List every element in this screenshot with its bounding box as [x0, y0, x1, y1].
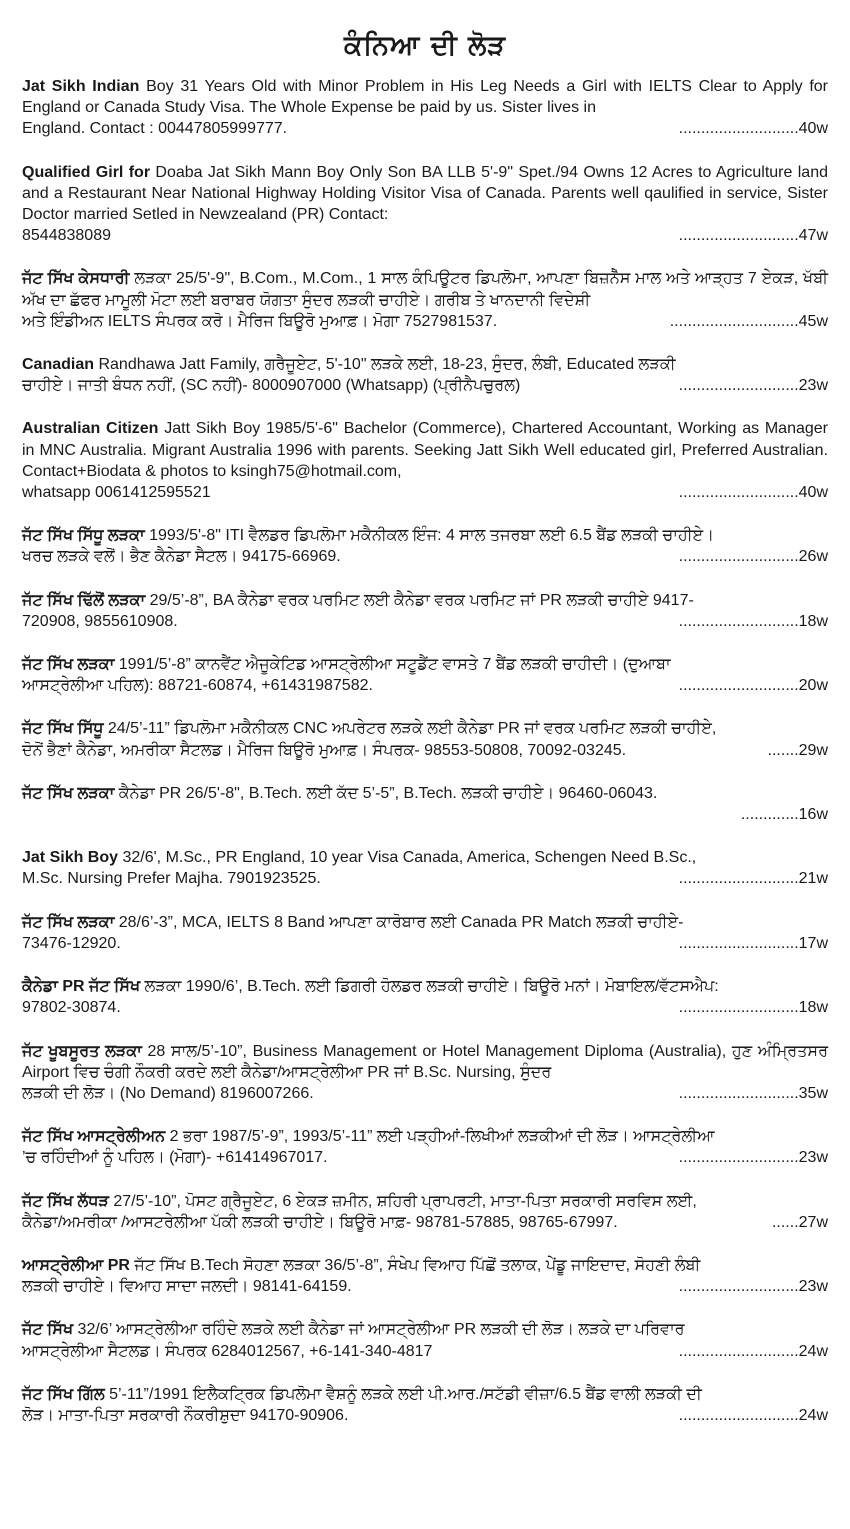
ad-separator [22, 696, 828, 718]
ad-body [22, 1126, 828, 1147]
ad-text: 32/6’ ਆਸਟ੍ਰੇਲੀਆ ਰਹਿੰਦੇ ਲੜਕੇ ਲਈ ਕੈਨੇਡਾ ਜਾਂ ਆਸਟ੍ਰੇਲੀਆ PR ਲੜਕੀ ਦੀ ਲੋੜ। ਲੜਕੇ ਦਾ ਪਰਿਵਾਰ [73, 1321, 685, 1339]
ad-lead: Jat Sikh Boy [22, 849, 119, 867]
ad-body [22, 525, 828, 546]
ad-separator [22, 1104, 828, 1126]
ad-word-count: ...........................40w [678, 484, 828, 502]
ad-lead: ਆਸਟ੍ਰੇਲੀਆ PR [22, 1256, 130, 1274]
ad-lead: ਕੈਨੇਡਾ PR ਜੱਟ ਸਿੱਖ [22, 978, 141, 996]
ad-lead: ਜੱਟ ਸਿੱਖ ਆਸਟ੍ਰੇਲੀਅਨ [22, 1128, 166, 1146]
classified-ad [22, 1126, 828, 1168]
ad-contact: England. Contact : 00447805999777. [22, 120, 288, 138]
ad-text: 32/6', M.Sc., PR England, 10 year Visa Canada, America, Schengen Need B.Sc., [118, 849, 697, 867]
ad-text: Doaba Jat Sikh Mann Boy Only Son BA LLB 5'-9" Spet./94 Owns 12 Acres to Agriculture land and a Restaurant Near National Highway Holding Visitor Visa of Canada. Parents well qaulified in service, Sister Doctor married Setled in Newzealand (PR) Contact: [22, 163, 829, 224]
ad-body [22, 162, 828, 226]
ad-contact: ਲੋੜ। ਮਾਤਾ-ਪਿਤਾ ਸਰਕਾਰੀ ਨੌਕਰੀਸ਼ੁਦਾ 94170-90906. [22, 1406, 349, 1424]
ad-contact: ਦੋਨੋਂ ਭੈਣਾਂ ਕੈਨੇਡਾ, ਅਮਰੀਕਾ ਸੈਟਲਡ। ਮੈਰਿਜ ਬਿਊਰੋ ਮੁਆਫ਼। ਸੰਪਰਕ- 98553-50808, 70092-03245. [22, 741, 627, 759]
ad-separator [22, 1362, 828, 1384]
ad-text: ਕੈਨੇਡਾ PR 26/5'-8", B.Tech. ਲਈ ਕੱਦ 5’-5”, B.Tech. ਲੜਕੀ ਚਾਹੀਏ। 96460-06043. [114, 784, 658, 802]
ad-body [22, 418, 828, 482]
ad-separator [22, 332, 828, 354]
ad-body [22, 654, 828, 675]
ad-text: 24/5’-11” ਡਿਪਲੋਮਾ ਮਕੈਨੀਕਲ CNC ਅਪਰੇਟਰ ਲੜਕੇ ਲਈ ਕੈਨੇਡਾ PR ਜਾਂ ਵਰਕ ਪਰਮਿਟ ਲੜਕੀ ਚਾਹੀਏ, [103, 720, 717, 738]
ad-body [22, 76, 828, 118]
ad-body [22, 1191, 828, 1212]
ad-last-line [22, 933, 828, 954]
classified-ad [22, 1255, 828, 1297]
ad-lead: Jat Sikh Indian [22, 78, 140, 95]
ad-body [22, 1319, 828, 1340]
ad-text: 29/5’-8”, BA ਕੈਨੇਡਾ ਵਰਕ ਪਰਮਿਟ ਲਈ ਕੈਨੇਡਾ ਵਰਕ ਪਰਮਿਟ ਜਾਂ PR ਲੜਕੀ ਚਾਹੀਏ 9417- [145, 591, 694, 609]
ad-separator [22, 890, 828, 912]
ad-body [22, 590, 828, 611]
ad-separator [22, 825, 828, 847]
classified-ad [22, 418, 828, 503]
ad-contact: ਲੜਕੀ ਦੀ ਲੋੜ। (No Demand) 8196007266. [22, 1084, 314, 1102]
ad-contact: M.Sc. Nursing Prefer Majha. 7901923525. [22, 870, 321, 888]
ad-separator [22, 568, 828, 590]
ad-last-line [22, 740, 828, 761]
ad-text: 2 ਭਰਾ 1987/5’-9”, 1993/5’-11” ਲਈ ਪੜ੍ਹੀਆਂ-ਲਿਖੀਆਂ ਲੜਕੀਆਂ ਦੀ ਲੋੜ। ਆਸਟ੍ਰੇਲੀਆ [165, 1128, 715, 1146]
classified-ad [22, 912, 828, 954]
ad-contact: ਲੜਕੀ ਚਾਹੀਏ। ਵਿਆਹ ਸਾਦਾ ਜਲਦੀ। 98141-64159. [22, 1278, 352, 1296]
ad-text: 27/5’-10”, ਪੋਸਟ ਗ੍ਰੈਜੂਏਟ, 6 ਏਕੜ ਜ਼ਮੀਨ, ਸ਼ਹਿਰੀ ਪ੍ਰਾਪਰਟੀ, ਮਾਤਾ-ਪਿਤਾ ਸਰਕਾਰੀ ਸਰਵਿਸ ਲਈ, [108, 1192, 697, 1210]
ad-lead: ਜੱਟ ਸਿੱਖ ਲੜਕਾ [22, 913, 115, 931]
classified-ad [22, 525, 828, 567]
ad-separator [22, 1169, 828, 1191]
ad-last-line [22, 1212, 828, 1233]
ad-body [22, 718, 828, 739]
ad-body [22, 1041, 828, 1083]
ad-word-count: ...........................24w [678, 1342, 828, 1360]
ad-last-line [22, 1341, 828, 1362]
ad-word-count: ...........................26w [678, 548, 828, 566]
ad-last-line [22, 1147, 828, 1168]
ad-body [22, 847, 828, 868]
ad-last-line [22, 804, 828, 825]
ad-word-count: ......27w [771, 1213, 828, 1231]
ad-lead: Qualified Girl for [22, 163, 151, 181]
ad-lead: ਜੱਟ ਸਿੱਖ ਸਿੱਧੂ [22, 720, 104, 738]
ad-last-line [22, 546, 828, 567]
classified-ad [22, 718, 828, 760]
ad-last-line [22, 1276, 828, 1297]
ad-text: Randhawa Jatt Family, ਗਰੈਜੂਏਟ, 5'-10" ਲੜਕੇ ਲਈ, 18-23, ਸੁੰਦਰ, ਲੰਬੀ, Educated ਲੜਕੀ [94, 356, 676, 374]
classified-ad [22, 354, 828, 396]
classified-ad [22, 1319, 828, 1361]
ad-lead: ਜੱਟ ਸਿੱਖ ਗਿੱਲ [22, 1385, 105, 1403]
ad-body [22, 1255, 828, 1276]
ad-lead: Canadian [22, 356, 95, 374]
ad-contact: 97802-30874. [22, 999, 121, 1017]
ad-body [22, 912, 828, 933]
ad-last-line [22, 997, 828, 1018]
ad-contact: ਆਸਟ੍ਰੇਲੀਆ ਪਹਿਲ): 88721-60874, +61431987582. [22, 677, 373, 695]
ad-word-count: ...........................24w [678, 1406, 828, 1424]
ad-last-line [22, 675, 828, 696]
ad-body [22, 976, 828, 997]
ad-word-count: ...........................21w [678, 870, 828, 888]
ad-lead: ਜੱਟ ਸਿੱਖ [22, 1321, 74, 1339]
ad-lead: ਜੱਟ ਸਿੱਖ ਲੱਧੜ [22, 1192, 109, 1210]
ad-separator [22, 503, 828, 525]
ad-lead: ਜੱਟ ਸਿੱਖ ਲੜਕਾ [22, 656, 115, 674]
ad-contact: ’ਚ ਰਹਿੰਦੀਆਂ ਨੂੰ ਪਹਿਲ। (ਮੋਗਾ)- +61414967017. [22, 1149, 328, 1167]
ad-contact: 720908, 9855610908. [22, 612, 178, 630]
ad-last-line [22, 225, 828, 246]
ad-contact: ਖਰਚ ਲੜਕੇ ਵਲੋਂ। ਭੈਣ ਕੈਨੇਡਾ ਸੈਟਲ। 94175-66969. [22, 548, 341, 566]
ad-separator [22, 761, 828, 783]
ad-body [22, 1384, 828, 1405]
ad-last-line [22, 1405, 828, 1426]
ad-text: 5’-11”/1991 ਇਲੈਕਟ੍ਰਿਕ ਡਿਪਲੋਮਾ ਵੈਸ਼ਨੂੰ ਲੜਕੇ ਲਈ ਪੀ.ਆਰ./ਸਟੱਡੀ ਵੀਜ਼ਾ/6.5 ਬੈਂਡ ਵਾਲੀ ਲੜਕੀ ਦੀ [104, 1385, 702, 1403]
classified-ad [22, 268, 828, 332]
classified-ad [22, 847, 828, 889]
ad-last-line [22, 375, 828, 396]
ad-body [22, 354, 828, 375]
ad-word-count: ...........................23w [678, 377, 828, 395]
ad-contact: whatsapp 0061412595521 [22, 484, 211, 502]
ad-text: ਲੜਕਾ 1990/6’, B.Tech. ਲਈ ਡਿਗਰੀ ਹੋਲਡਰ ਲੜਕੀ ਚਾਹੀਏ। ਬਿਊਰੋ ਮਨਾਂ। ਮੋਬਾਇਲ/ਵੱਟਸਐਪ: [140, 978, 719, 996]
ad-text: 28/6’-3”, MCA, IELTS 8 Band ਆਪਣਾ ਕਾਰੋਬਾਰ ਲਈ Canada PR Match ਲੜਕੀ ਚਾਹੀਏ- [114, 913, 684, 931]
ad-word-count: ...........................17w [678, 934, 828, 952]
classified-ad [22, 654, 828, 696]
ad-text: Boy 31 Years Old with Minor Problem in His Leg Needs a Girl with IELTS Clear to Apply for England or Canada Study Visa. The Whole Expense be paid by us. Sister lives in [22, 78, 828, 117]
ad-text: ਜੱਟ ਸਿੱਖ B.Tech ਸੋਹਣਾ ਲੜਕਾ 36/5’-8”, ਸੰਖੇਪ ਵਿਆਹ ਪਿੱਛੋਂ ਤਲਾਕ, ਪੇਂਡੂ ਜਾਇਦਾਦ, ਸੋਹਣੀ ਲੰਬੀ [129, 1256, 701, 1274]
ad-word-count: .......29w [767, 741, 828, 759]
ad-text: ਲੜਕਾ 25/5'-9", B.Com., M.Com., 1 ਸਾਲ ਕੰਪਿਊਟਰ ਡਿਪਲੋਮਾ, ਆਪਣਾ ਬਿਜ਼ਨੈੱਸ ਮਾਲ ਅਤੇ ਆੜ੍ਹਤ 7 ਏਕੜ, ਖੱਬੀ ਅੱਖ ਦਾ ਛੱਫਰ ਮਾਮੂਲੀ ਮੋਟਾ ਲਈ ਬਰਾਬਰ ਯੋਗਤਾ ਸੁੰਦਰ ਲੜਕੀ ਚਾਹੀਏ। ਗਰੀਬ ਤੇ ਖਾਨਦਾਨੀ ਵਿਦੇਸ਼ੀ [22, 270, 828, 309]
ad-text: 1991/5’-8” ਕਾਨਵੈਂਟ ਐਜੂਕੇਟਿਡ ਆਸਟ੍ਰੇਲੀਆ ਸਟੂਡੈਂਟ ਵਾਸਤੇ 7 ਬੈਂਡ ਲੜਕੀ ਚਾਹੀਦੀ। (ਦੁਆਬਾ [114, 656, 671, 674]
ad-lead: ਜੱਟ ਸਿੱਖ ਲੜਕਾ [22, 784, 115, 802]
ad-lead: ਜੱਟ ਸਿੱਖ ਢਿੱਲੋਂ ਲੜਕਾ [22, 591, 146, 609]
ad-lead: ਜੱਟ ਸਿੱਖ ਕੇਸਧਾਰੀ [22, 270, 130, 288]
ad-last-line [22, 1083, 828, 1104]
ad-separator [22, 1233, 828, 1255]
ad-word-count: ...........................40w [678, 120, 828, 138]
ad-contact: ਆਸਟ੍ਰੇਲੀਆ ਸੈਟਲਡ। ਸੰਪਰਕ 6284012567, +6-141-340-4817 [22, 1342, 433, 1360]
classified-ad [22, 1191, 828, 1233]
ad-last-line [22, 611, 828, 632]
classified-ad [22, 1041, 828, 1105]
ad-last-line [22, 118, 828, 139]
ad-last-line [22, 311, 828, 332]
ad-text: Jatt Sikh Boy 1985/5'-6" Bachelor (Commerce), Chartered Accountant, Working as Manager in MNC Australia. Migrant Australia 1996 with parents. Seeking Jatt Sikh Well educated girl, Preferred Australian. Contact+Biodata & photos to ksingh75@hotmail.com, [22, 420, 829, 480]
ad-contact: ਚਾਹੀਏ। ਜਾਤੀ ਬੰਧਨ ਨਹੀਂ, (SC ਨਹੀਂ)- 8000907000 (Whatsapp) (ਪ੍ਰੀਨੈਪਚੁਰਲ) [22, 377, 521, 395]
classified-ad [22, 976, 828, 1018]
ad-lead: ਜੱਟ ਸਿੱਖ ਸਿੱਧੂ ਲੜਕਾ [22, 527, 145, 545]
classified-ad [22, 76, 828, 140]
ad-separator [22, 246, 828, 268]
ad-lead: Australian Citizen [22, 420, 159, 438]
page-title: ਕੰਨਿਆ ਦੀ ਲੋੜ [343, 30, 507, 61]
ad-contact: ਕੈਨੇਡਾ/ਅਮਰੀਕਾ /ਆਸਟਰੇਲੀਆ ਪੱਕੀ ਲੜਕੀ ਚਾਹੀਏ। ਬਿਊਰੋ ਮਾਫ਼- 98781-57885, 98765-67997. [22, 1213, 618, 1231]
ad-word-count: ...........................23w [678, 1149, 828, 1167]
ad-text: 28 ਸਾਲ/5’-10”, Business Management or Hotel Management Diploma (Australia), ਹੁਣ ਅੰਮ੍ਰਿਤਸਰ Airport ਵਿਚ ਚੰਗੀ ਨੌਕਰੀ ਕਰਦੇ ਲਈ ਕੈਨੇਡਾ/ਆਸਟ੍ਰੇਲੀਆ PR ਜਾਂ B.Sc. Nursing, ਸੁੰਦਰ [22, 1042, 829, 1081]
ad-separator [22, 1297, 828, 1319]
ad-word-count: .............16w [740, 806, 828, 824]
ad-last-line [22, 482, 828, 503]
classified-ad [22, 590, 828, 632]
classified-ad [22, 783, 828, 825]
ad-text: 1993/5'-8" ITI ਵੈਲਡਰ ਡਿਪਲੋਮਾ ਮਕੈਨੀਕਲ ਇੰਜ: 4 ਸਾਲ ਤਜਰਬਾ ਲਈ 6.5 ਬੈਂਡ ਲੜਕੀ ਚਾਹੀਏ। [144, 527, 714, 545]
ad-contact: 73476-12920. [22, 934, 121, 952]
ad-separator [22, 954, 828, 976]
ad-separator [22, 632, 828, 654]
ad-separator [22, 140, 828, 162]
ad-last-line [22, 868, 828, 889]
ad-word-count: ...........................35w [678, 1084, 828, 1102]
ad-word-count: ...........................18w [678, 999, 828, 1017]
ad-word-count: ...........................18w [678, 612, 828, 630]
ad-body [22, 268, 828, 310]
ad-lead: ਜੱਟ ਖੂਬਸੂਰਤ ਲੜਕਾ [22, 1042, 142, 1060]
ad-body [22, 783, 828, 804]
ad-word-count: ...........................20w [678, 677, 828, 695]
ad-contact: ਅਤੇ ਇੰਡੀਅਨ IELTS ਸੰਪਰਕ ਕਰੋ। ਮੈਰਿਜ ਬਿਊਰੋ ਮੁਆਫ਼। ਮੋਗਾ 7527981537. [22, 312, 498, 330]
classified-ad [22, 1384, 828, 1426]
ad-contact: 8544838089 [22, 227, 111, 245]
ad-list [22, 76, 828, 1426]
ad-word-count: ...........................47w [678, 227, 828, 245]
ad-separator [22, 1019, 828, 1041]
ad-word-count: ...........................23w [678, 1278, 828, 1296]
classified-ad [22, 162, 828, 247]
ad-separator [22, 396, 828, 418]
ad-word-count: .............................45w [669, 312, 828, 330]
